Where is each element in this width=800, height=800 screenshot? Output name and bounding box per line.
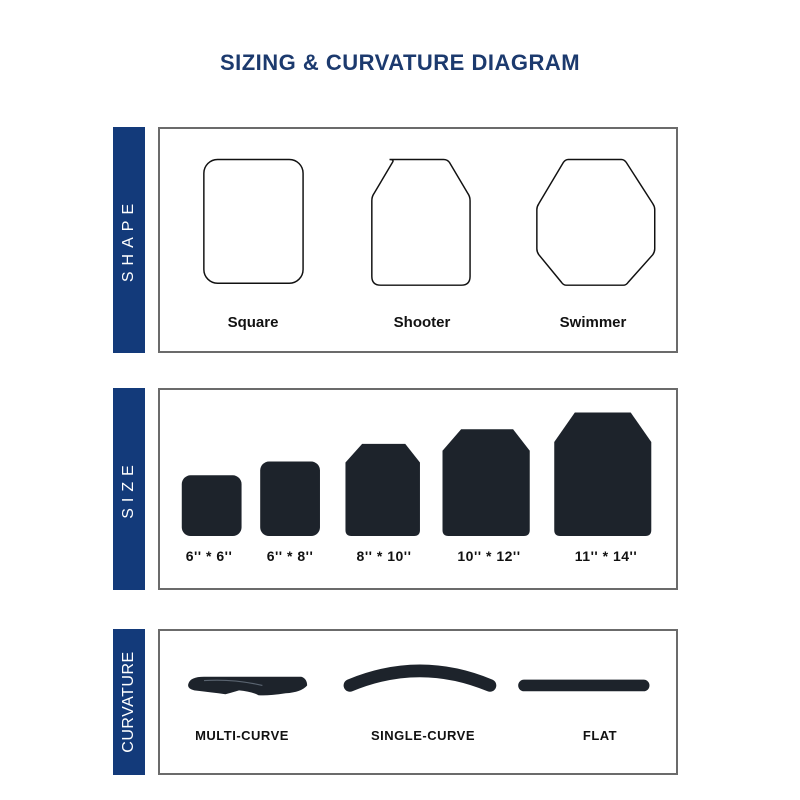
- shooter-plate-icon: [372, 159, 470, 285]
- shape-label-shooter: Shooter: [393, 314, 451, 331]
- plate-11x14-icon: [554, 413, 651, 537]
- curvature-label-flat: FLAT: [582, 728, 618, 743]
- curvature-panel: [158, 629, 678, 775]
- swimmer-plate-icon: [537, 159, 655, 285]
- curvature-side-label: CURVATURE: [120, 651, 137, 753]
- size-label-11x14: 11'' * 14'': [574, 548, 638, 564]
- curvature-side-bar: [113, 629, 145, 775]
- curvature-label-multi-curve: MULTI-CURVE: [195, 728, 289, 743]
- size-side-bar: [113, 388, 145, 590]
- diagram-title: SIZING & CURVATURE DIAGRAM: [219, 50, 581, 75]
- multi-curve-plate-icon: [188, 677, 307, 696]
- curvature-label-single-curve: SINGLE-CURVE: [371, 728, 475, 743]
- square-plate-icon: [204, 159, 303, 283]
- size-panel: [158, 388, 678, 590]
- curvature-illustrations: [160, 631, 676, 773]
- size-side-label: SIZE: [120, 459, 137, 519]
- size-label-6x6: 6'' * 6'': [185, 548, 233, 564]
- single-curve-plate-icon: [350, 671, 490, 686]
- shape-panel: [158, 127, 678, 353]
- shape-label-square: Square: [227, 314, 279, 331]
- shape-label-swimmer: Swimmer: [559, 314, 627, 331]
- size-label-10x12: 10'' * 12'': [457, 548, 521, 564]
- size-label-6x8: 6'' * 8'': [266, 548, 314, 564]
- shape-side-label: SHAPE: [120, 197, 137, 283]
- plate-8x10-icon: [345, 444, 419, 536]
- size-label-8x10: 8'' * 10'': [356, 548, 412, 564]
- plate-6x6-icon: [182, 475, 242, 536]
- shape-side-bar: [113, 127, 145, 353]
- plate-6x8-icon: [260, 462, 320, 536]
- plate-10x12-icon: [443, 429, 530, 536]
